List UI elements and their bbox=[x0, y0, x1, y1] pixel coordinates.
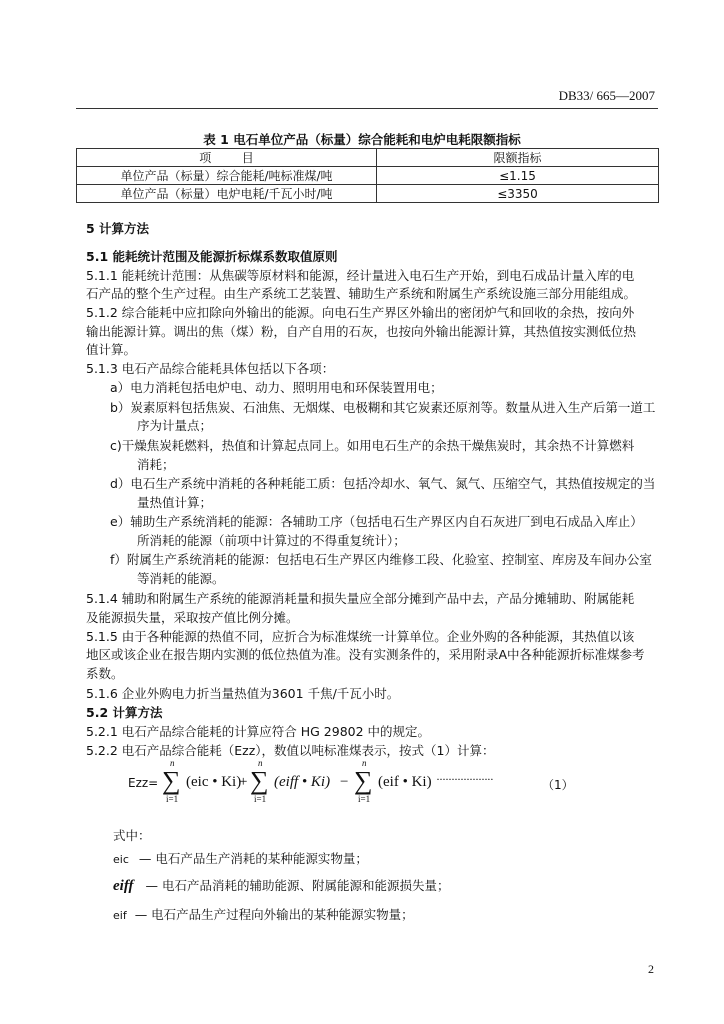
paragraph-line: 5.1.1 能耗统计范围：从焦碳等原材料和能源，经计量进入电石生产开始，到电石成品计量入库的电 bbox=[86, 268, 635, 283]
where-label: 式中： bbox=[113, 828, 151, 843]
paragraph-line: 及能源损失量，采取按产值比例分摊。 bbox=[86, 610, 299, 625]
limit-table bbox=[76, 148, 659, 203]
paragraph-line: 5.1.5 由于各种能源的热值不同，应折合为标准煤统一计算单位。企业外购的各种能源，其热值以该 bbox=[86, 629, 635, 644]
definition-text: — 电石产品生产消耗的某种能源实物量； bbox=[138, 851, 368, 866]
paragraph-line: 输出能源计算。调出的焦（煤）粉，自产自用的石灰，也按向外输出能源计算，其热值按实测低位热 bbox=[86, 324, 637, 339]
table-row bbox=[77, 167, 659, 185]
sum-upper: n bbox=[170, 758, 175, 768]
sum-sign-icon: ∑ bbox=[162, 766, 181, 795]
section-heading-5-1: 5.1 能耗统计范围及能源折标煤系数取值原则 bbox=[86, 249, 338, 264]
sum-upper: n bbox=[362, 758, 367, 768]
list-item-a: a）电力消耗包括电炉电、动力、照明用电和环保装置用电； bbox=[110, 380, 443, 395]
equation-leader-dots: ··················· bbox=[436, 772, 493, 786]
equation-term3: (eif • Ki) bbox=[378, 774, 432, 790]
table-row bbox=[77, 185, 659, 203]
paragraph-line: 石产品的整个生产过程。由生产系统工艺装置、辅助生产系统和附属生产系统设施三部分用能组成。 bbox=[86, 286, 637, 301]
paragraph-line: 5.2.2 电石产品综合能耗（Ezz），数值以吨标准煤表示，按式（1）计算： bbox=[86, 743, 495, 758]
definition-eic bbox=[113, 849, 368, 867]
table-cell: ≤3350 bbox=[377, 185, 659, 203]
definition-text: — 电石产品消耗的辅助能源、附属能源和能源损失量； bbox=[145, 878, 450, 893]
list-item-c-cont: 消耗； bbox=[137, 457, 175, 472]
equation-minus: − bbox=[340, 774, 349, 790]
definition-eif bbox=[113, 905, 414, 923]
table-cell: ≤1.15 bbox=[377, 167, 659, 185]
document-code: DB33/ 665—2007 bbox=[558, 88, 655, 103]
section-heading-5: 5 计算方法 bbox=[86, 221, 150, 236]
paragraph-line: 系数。 bbox=[86, 666, 124, 681]
list-item-b: b）炭素原料包括焦炭、石油焦、无烟煤、电极糊和其它炭素还原剂等。数量从进入生产后第一道工 bbox=[110, 400, 656, 415]
column-header-limit: 限额指标 bbox=[377, 149, 659, 167]
sum-lower: i=1 bbox=[166, 794, 179, 804]
table-header-row bbox=[77, 149, 659, 167]
equation-plus: + bbox=[239, 774, 248, 790]
symbol-eiff: eiff bbox=[113, 878, 134, 894]
sum-lower: i=1 bbox=[254, 794, 267, 804]
table-cell: 单位产品（标量）电炉电耗/千瓦小时/吨 bbox=[77, 185, 377, 203]
table-title: 表 1 电石单位产品（标量）综合能耗和电炉电耗限额指标 bbox=[203, 132, 521, 147]
paragraph-line: 地区或该企业在报告期内实测的低位热值为准。没有实测条件的，采用附录A中各种能源折标准煤参考 bbox=[86, 647, 645, 662]
paragraph-line: 5.1.4 辅助和附属生产系统的能源消耗量和损失量应全部分摊到产品中去，产品分摊辅助、附属能耗 bbox=[86, 591, 635, 606]
equation-term2: (eiff • Ki) bbox=[274, 774, 331, 790]
paragraph-line: 5.1.6 企业外购电力折当量热值为3601 千焦/千瓦小时。 bbox=[86, 686, 400, 701]
list-item-c: c)干燥焦炭耗燃料，热值和计算起点同上。如用电石生产的余热干燥焦炭时，其余热不计算燃料 bbox=[110, 438, 635, 453]
list-item-e: e）辅助生产系统消耗的能源：各辅助工序（包括电石生产界区内自石灰进厂到电石成品入库止） bbox=[110, 514, 643, 529]
symbol-eic: eic bbox=[113, 853, 129, 866]
page-number: 2 bbox=[648, 962, 654, 976]
equation-number: （1） bbox=[542, 778, 574, 792]
sum-lower: i=1 bbox=[358, 794, 371, 804]
list-item-e-cont: 所消耗的能源（前项中计算过的不得重复统计）； bbox=[137, 533, 406, 548]
sum-sign-icon: ∑ bbox=[250, 766, 269, 795]
equation-lhs: Ezz= bbox=[128, 776, 159, 790]
column-header-item: 项 目 bbox=[77, 149, 377, 167]
sum-upper: n bbox=[258, 758, 263, 768]
definition-text: — 电石产品生产过程向外输出的某种能源实物量； bbox=[134, 907, 414, 922]
table-cell: 单位产品（标量）综合能耗/吨标准煤/吨 bbox=[77, 167, 377, 185]
equation-term1: (eic • Ki) bbox=[186, 774, 242, 790]
definition-eiff bbox=[113, 876, 450, 895]
paragraph-line: 5.2.1 电石产品综合能耗的计算应符合 HG 29802 中的规定。 bbox=[86, 724, 431, 739]
list-item-d: d）电石生产系统中消耗的各种耗能工质：包括冷却水、氧气、氮气、压缩空气，其热值按规定的当 bbox=[110, 476, 656, 491]
list-item-f: f）附属生产系统消耗的能源：包括电石生产界区内维修工段、化验室、控制室、库房及车间办公室 bbox=[110, 552, 652, 567]
list-item-f-cont: 等消耗的能源。 bbox=[137, 571, 225, 586]
paragraph-line: 5.1.2 综合能耗中应扣除向外输出的能源。向电石生产界区外输出的密闭炉气和回收的余热，按向外 bbox=[86, 305, 635, 320]
paragraph-line: 值计算。 bbox=[86, 342, 137, 357]
list-item-d-cont: 量热值计算； bbox=[137, 495, 213, 510]
symbol-eif: eif bbox=[113, 909, 127, 922]
sum-sign-icon: ∑ bbox=[354, 766, 373, 795]
list-item-b-cont: 序为计量点； bbox=[137, 418, 213, 433]
paragraph-line: 5.1.3 电石产品综合能耗具体包括以下各项： bbox=[86, 361, 335, 376]
section-heading-5-2: 5.2 计算方法 bbox=[86, 705, 163, 720]
header-rule bbox=[76, 108, 658, 109]
